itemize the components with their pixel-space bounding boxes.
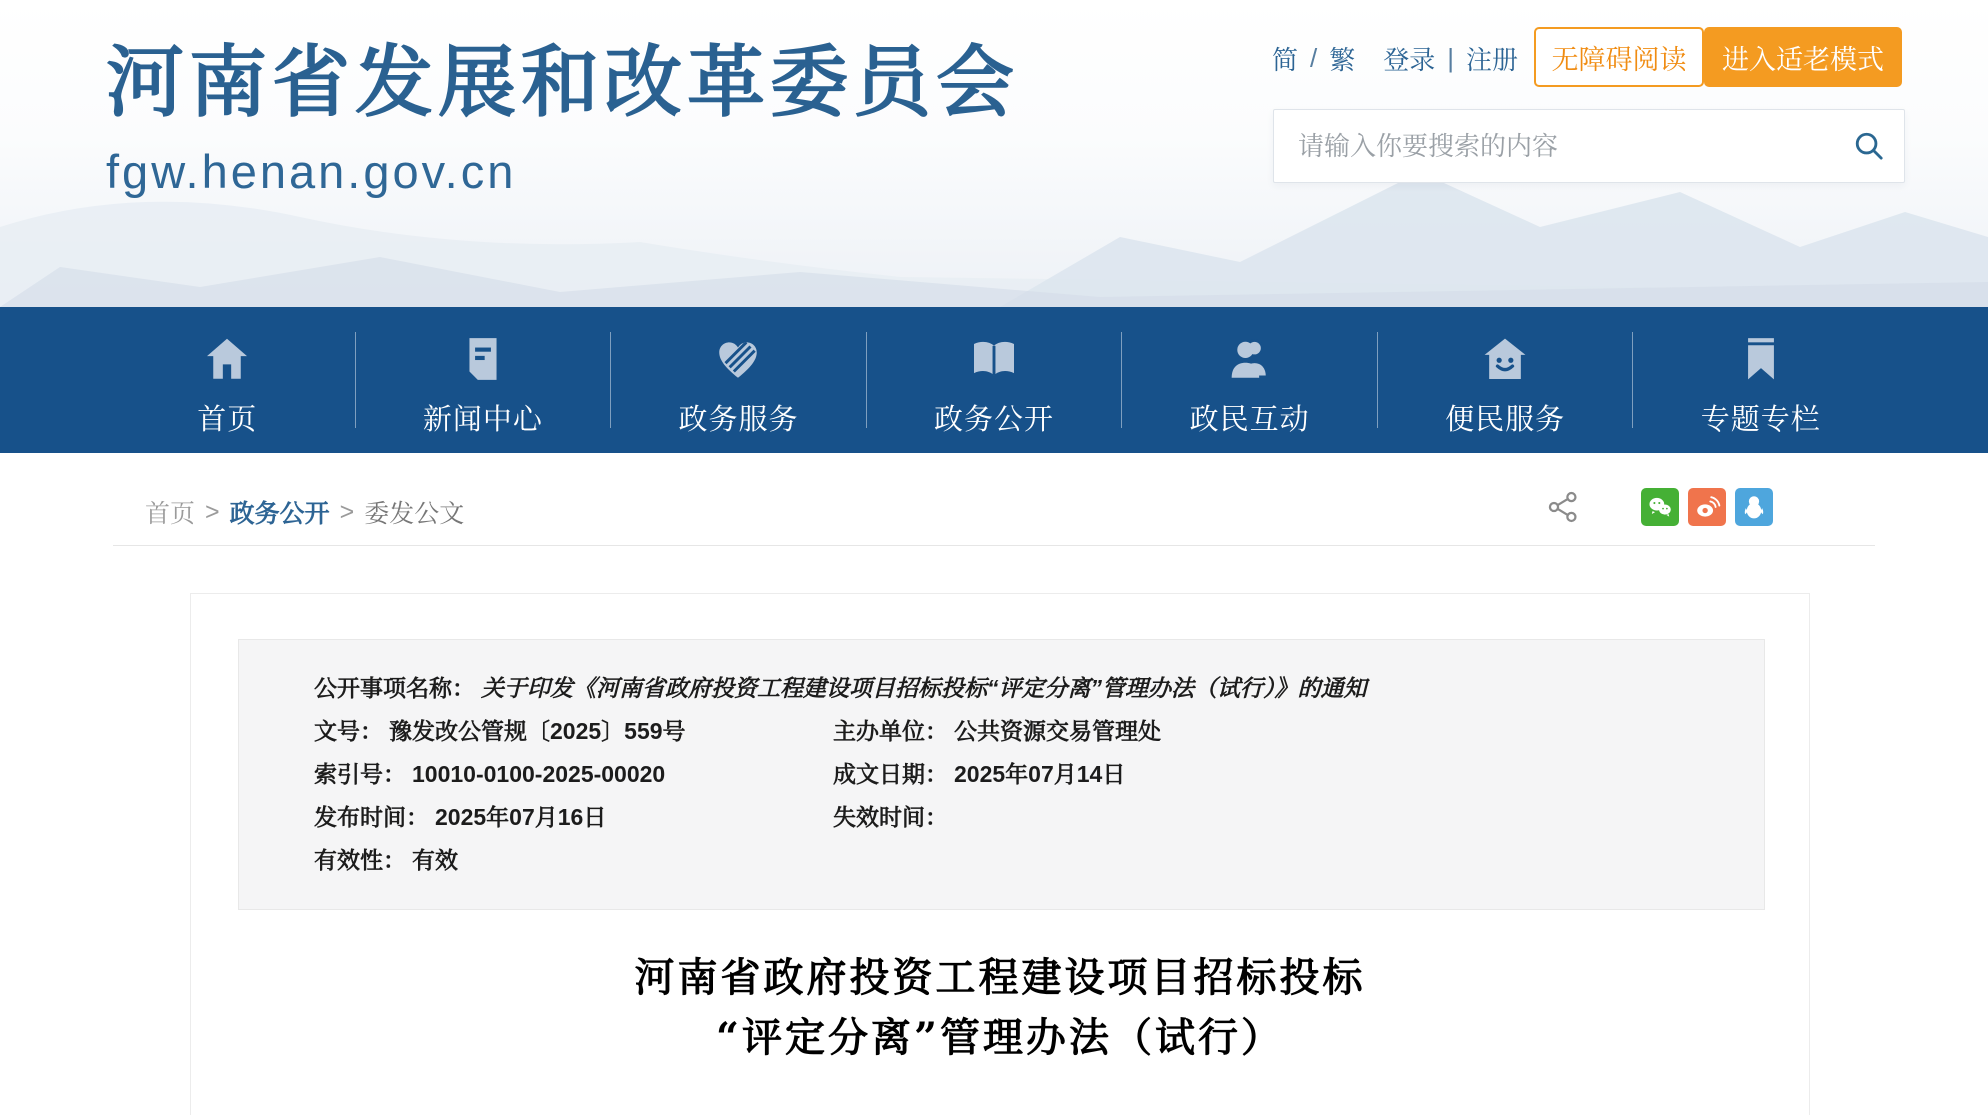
document-info-box [238,639,1765,910]
breadcrumb-disclosure[interactable]: 政务公开 [229,500,330,528]
breadcrumb-home[interactable]: 首页 [145,500,196,528]
site-header [0,0,1988,307]
nav-item-interaction[interactable] [1122,307,1377,453]
wechat-icon[interactable] [1641,488,1679,526]
home-icon [202,333,252,385]
accessibility-reading-button[interactable]: 无障碍阅读 [1534,27,1704,87]
elder-mode-button[interactable]: 进入适老模式 [1704,27,1902,87]
info-value: 豫发改公管规〔2025〕559号 [389,718,686,744]
search-input[interactable] [1298,131,1834,162]
open-book-icon [969,333,1019,385]
info-value: 10010-0100-2025-00020 [412,761,666,787]
smiley-house-icon [1480,333,1530,385]
breadcrumb-separator: > [205,497,220,526]
info-label: 失效时间： [833,804,948,830]
nav-label: 政民互动 [1189,404,1310,436]
info-row [314,710,1724,753]
document-title [191,948,1809,1068]
info-value: 2025年07月16日 [435,804,607,830]
content-card [190,593,1810,1115]
info-row-name [314,667,1724,710]
info-label: 文号： [314,718,383,744]
auth-separator: | [1447,42,1455,73]
breadcrumb-separator: > [339,497,355,526]
nav-label: 政务服务 [678,404,799,436]
document-title-line2: “评定分离”管理办法（试行） [715,1014,1284,1061]
nav-inner [0,307,1988,453]
breadcrumb [145,494,464,530]
news-icon [458,333,508,385]
info-label: 主办单位： [833,718,948,744]
info-label: 发布时间： [314,804,429,830]
info-value: 关于印发《河南省政府投资工程建设项目招标投标“评定分离”管理办法（试行）》的通知 [481,675,1367,701]
nav-label: 专题专栏 [1700,404,1821,436]
register-link[interactable]: 注册 [1466,44,1519,75]
lang-simplified-link[interactable]: 简 [1272,44,1299,75]
document-title-line1: 河南省政府投资工程建设项目招标投标 [634,954,1366,1001]
login-link[interactable]: 登录 [1383,44,1436,75]
info-value: 有效 [412,847,458,873]
weibo-icon[interactable] [1688,488,1726,526]
site-title: 河南省发展和改革委员会 [106,38,1020,126]
nav-item-services[interactable] [611,307,866,453]
info-label: 公开事项名称： [314,675,475,701]
info-value: 公共资源交易管理处 [954,718,1161,744]
info-label: 成文日期： [833,761,948,787]
info-label: 索引号： [314,761,406,787]
nav-label: 新闻中心 [422,404,543,436]
nav-label: 政务公开 [934,404,1055,436]
share-icon[interactable] [1544,488,1582,526]
site-logo[interactable] [106,36,1019,199]
info-label: 有效性： [314,847,406,873]
share-tools [1535,488,1773,526]
nav-item-news[interactable] [356,307,611,453]
breadcrumb-row [113,480,1875,546]
site-url: fgw.henan.gov.cn [106,144,517,198]
info-row-validity [314,839,1724,882]
nav-item-special-topics[interactable] [1633,307,1888,453]
lang-traditional-link[interactable]: 繁 [1329,44,1356,75]
nav-item-home[interactable] [100,307,355,453]
qq-icon[interactable] [1735,488,1773,526]
search-icon[interactable] [1834,129,1904,163]
info-row [314,753,1724,796]
hand-heart-icon [713,333,763,385]
top-links [1272,38,1522,78]
nav-label: 首页 [197,404,258,436]
info-value: 2025年07月14日 [954,761,1126,787]
main-nav [0,307,1988,453]
nav-item-disclosure[interactable] [867,307,1122,453]
nav-item-convenience[interactable] [1378,307,1633,453]
breadcrumb-current: 委发公文 [364,500,465,528]
lang-separator: / [1310,42,1318,73]
people-icon [1225,333,1275,385]
search-box [1273,109,1905,183]
bookmark-icon [1736,333,1786,385]
nav-label: 便民服务 [1445,404,1566,436]
info-row [314,796,1724,839]
